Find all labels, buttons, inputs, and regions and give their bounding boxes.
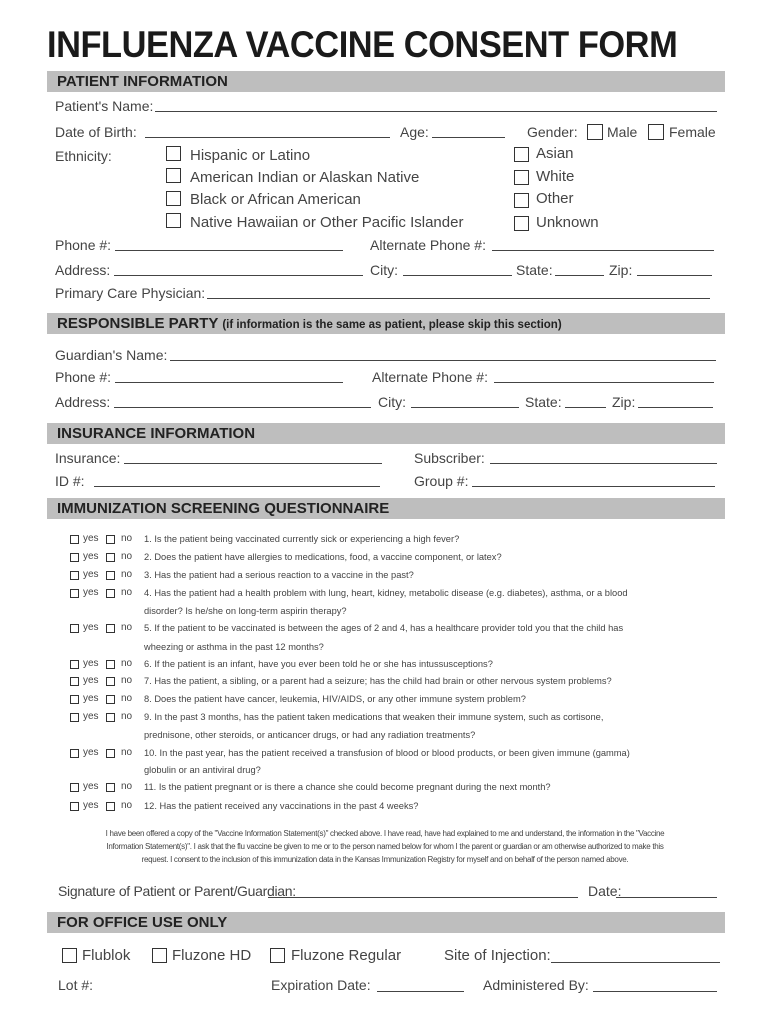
yes-label: yes [83, 658, 99, 669]
screening-heading: IMMUNIZATION SCREENING QUESTIONNAIRE [57, 500, 390, 517]
ethnicity-pacific-islander-label: Native Hawaiian or Other Pacific Islander [190, 214, 464, 231]
no-label: no [121, 658, 133, 669]
administered-by-label: Administered By: [483, 977, 589, 993]
no-label: no [121, 533, 133, 544]
yes-checkbox[interactable] [70, 695, 79, 704]
office-use-heading: FOR OFFICE USE ONLY [57, 914, 228, 931]
patient-name-field[interactable] [155, 111, 717, 112]
yes-label: yes [83, 675, 99, 686]
yes-label: yes [83, 533, 99, 544]
address-label: Address: [55, 262, 111, 278]
consent-line: Information Statement(s)". I ask that the flu vaccine be given to me or to the person named below for whom I the parent or guardian or am otherwise authorized to make this [106, 842, 664, 851]
guardian-phone-field[interactable] [115, 382, 343, 383]
yes-checkbox[interactable] [70, 589, 79, 598]
no-checkbox[interactable] [106, 624, 115, 633]
city-field[interactable] [403, 275, 512, 276]
no-label: no [121, 622, 133, 633]
yes-label: yes [83, 711, 99, 722]
no-checkbox[interactable] [106, 660, 115, 669]
guardian-name-label: Guardian's Name: [55, 347, 168, 363]
yes-label: yes [83, 569, 99, 580]
guardian-state-field[interactable] [565, 407, 606, 408]
subscriber-field[interactable] [490, 463, 717, 464]
screening-question-text: globulin or an antiviral drug? [144, 765, 261, 775]
fluzone-regular-label: Fluzone Regular [291, 947, 402, 964]
no-checkbox[interactable] [106, 783, 115, 792]
ethnicity-american-indian-label: American Indian or Alaskan Native [190, 169, 420, 186]
ethnicity-hispanic-label: Hispanic or Latino [190, 147, 311, 164]
screening-header [47, 498, 725, 519]
yes-label: yes [83, 781, 99, 792]
gender-male-label: Male [607, 124, 638, 140]
group-label: Group #: [414, 473, 469, 489]
guardian-alt-phone-field[interactable] [494, 382, 714, 383]
responsible-party-subheading: (if information is the same as patient, please skip this section) [222, 319, 562, 331]
site-of-injection-field[interactable] [551, 962, 720, 963]
responsible-party-heading: RESPONSIBLE PARTY [57, 315, 219, 332]
state-field[interactable] [555, 275, 604, 276]
subscriber-label: Subscriber: [414, 450, 485, 466]
id-label: ID #: [55, 473, 85, 489]
yes-checkbox[interactable] [70, 553, 79, 562]
phone-label: Phone #: [55, 237, 112, 253]
yes-checkbox[interactable] [70, 677, 79, 686]
screening-question-text: 1. Is the patient being vaccinated currently sick or experiencing a high fever? [144, 534, 460, 544]
ethnicity-unknown-label: Unknown [536, 214, 599, 231]
ethnicity-other-checkbox[interactable] [514, 193, 529, 208]
no-checkbox[interactable] [106, 677, 115, 686]
screening-question-text: 6. If the patient is an infant, have you ever been told he or she has intussusceptions? [144, 659, 493, 669]
yes-label: yes [83, 622, 99, 633]
screening-question-text: 2. Does the patient have allergies to medications, food, a vaccine component, or latex? [144, 552, 502, 562]
insurance-heading: INSURANCE INFORMATION [57, 425, 256, 442]
dob-label: Date of Birth: [55, 124, 137, 140]
alt-phone-label: Alternate Phone #: [370, 237, 486, 253]
ethnicity-hispanic-checkbox[interactable] [166, 146, 181, 161]
guardian-address-label: Address: [55, 394, 111, 410]
screening-question-text: prednisone, other steroids, or anticancer drugs, or had any radiation treatments? [144, 730, 476, 740]
screening-question-text: 4. Has the patient had a health problem with lung, heart, kidney, metabolic disease (e.g. diabetes), asthma, or a blood [144, 588, 628, 598]
screening-question-text: 7. Has the patient, a sibling, or a parent had a seizure; has the child had brain or other nervous system problems? [144, 676, 612, 686]
patient-name-label: Patient's Name: [55, 98, 154, 114]
no-label: no [121, 587, 133, 598]
zip-field[interactable] [637, 275, 712, 276]
no-checkbox[interactable] [106, 695, 115, 704]
screening-question-text: 8. Does the patient have cancer, leukemia, HIV/AIDS, or any other immune system problem? [144, 694, 526, 704]
yes-checkbox[interactable] [70, 535, 79, 544]
no-checkbox[interactable] [106, 571, 115, 580]
yes-checkbox[interactable] [70, 802, 79, 811]
screening-question-text: 11. Is the patient pregnant or is there a chance she could become pregnant during the next month? [144, 782, 551, 792]
expiration-date-label: Expiration Date: [271, 977, 371, 993]
no-label: no [121, 551, 133, 562]
ethnicity-white-checkbox[interactable] [514, 170, 529, 185]
ethnicity-unknown-checkbox[interactable] [514, 216, 529, 231]
no-label: no [121, 747, 133, 758]
screening-question-text: wheezing or asthma in the past 12 months? [144, 642, 324, 652]
signature-date-label: Date: [588, 883, 622, 899]
consent-line: request. I consent to the inclusion of this immunization data in the Kansas Immunization Registry for myself and on behalf of the person named above. [141, 855, 629, 864]
ethnicity-black-checkbox[interactable] [166, 191, 181, 206]
ethnicity-pacific-islander-checkbox[interactable] [166, 213, 181, 228]
flublok-label: Flublok [82, 947, 131, 964]
dob-field[interactable] [145, 137, 390, 138]
no-label: no [121, 569, 133, 580]
gender-female-label: Female [669, 124, 716, 140]
address-field[interactable] [114, 275, 363, 276]
ethnicity-american-indian-checkbox[interactable] [166, 168, 181, 183]
guardian-name-field[interactable] [170, 360, 716, 361]
no-label: no [121, 693, 133, 704]
guardian-city-field[interactable] [411, 407, 519, 408]
pcp-field[interactable] [207, 298, 710, 299]
guardian-address-field[interactable] [114, 407, 371, 408]
signature-date-field[interactable] [616, 897, 717, 898]
ethnicity-asian-checkbox[interactable] [514, 147, 529, 162]
screening-question-text: 5. If the patient to be vaccinated is between the ages of 2 and 4, has a healthcare provider told you that the child has [144, 623, 624, 633]
responsible-party-header [47, 313, 725, 334]
expiration-date-field[interactable] [377, 991, 464, 992]
no-label: no [121, 711, 133, 722]
signature-field[interactable] [268, 897, 578, 898]
yes-checkbox[interactable] [70, 624, 79, 633]
state-label: State: [516, 262, 553, 278]
insurance-label: Insurance: [55, 450, 121, 466]
no-label: no [121, 800, 133, 811]
guardian-phone-label: Phone #: [55, 369, 112, 385]
age-field[interactable] [432, 137, 505, 138]
gender-female-checkbox[interactable] [648, 124, 664, 140]
consent-line: I have been offered a copy of the "Vaccine Information Statement(s)" checked above. I have read, have had explained to me and understand, the information in the "Vaccine [105, 829, 665, 838]
insurance-header [47, 423, 725, 444]
yes-checkbox[interactable] [70, 713, 79, 722]
zip-label: Zip: [609, 262, 633, 278]
no-checkbox[interactable] [106, 535, 115, 544]
patient-information-heading: PATIENT INFORMATION [57, 73, 228, 90]
ethnicity-white-label: White [536, 168, 575, 185]
yes-checkbox[interactable] [70, 783, 79, 792]
fluzone-hd-label: Fluzone HD [172, 947, 252, 964]
guardian-alt-phone-label: Alternate Phone #: [372, 369, 488, 385]
no-label: no [121, 781, 133, 792]
insurance-field[interactable] [124, 463, 382, 464]
fluzone-hd-checkbox[interactable] [152, 948, 167, 963]
yes-checkbox[interactable] [70, 660, 79, 669]
no-checkbox[interactable] [106, 749, 115, 758]
screening-question-text: 12. Has the patient received any vaccinations in the past 4 weeks? [144, 801, 419, 811]
screening-question-text: 9. In the past 3 months, has the patient taken medications that weaken their immune system, such as cortisone, [144, 712, 604, 722]
city-label: City: [370, 262, 398, 278]
gender-male-checkbox[interactable] [587, 124, 603, 140]
no-checkbox[interactable] [106, 553, 115, 562]
ethnicity-other-label: Other [536, 190, 574, 207]
gender-label: Gender: [527, 124, 578, 140]
no-label: no [121, 675, 133, 686]
no-checkbox[interactable] [106, 713, 115, 722]
pcp-label: Primary Care Physician: [55, 285, 206, 301]
patient-information-header [47, 71, 725, 92]
age-label: Age: [400, 124, 429, 140]
alt-phone-field[interactable] [492, 250, 714, 251]
yes-label: yes [83, 693, 99, 704]
signature-label: Signature of Patient or Parent/Guardian: [58, 883, 296, 899]
no-checkbox[interactable] [106, 802, 115, 811]
ethnicity-black-label: Black or African American [190, 191, 361, 208]
screening-question-text: disorder? Is he/she on long-term aspirin therapy? [144, 606, 347, 616]
fluzone-regular-checkbox[interactable] [270, 948, 285, 963]
guardian-city-label: City: [378, 394, 406, 410]
yes-checkbox[interactable] [70, 749, 79, 758]
consent-statement [60, 827, 710, 866]
guardian-zip-field[interactable] [638, 407, 713, 408]
guardian-state-label: State: [525, 394, 562, 410]
ethnicity-label: Ethnicity: [55, 148, 112, 164]
screening-question-text: 10. In the past year, has the patient received a transfusion of blood or blood products, or been given immune (gamma) [144, 748, 630, 758]
no-checkbox[interactable] [106, 589, 115, 598]
form-title: INFLUENZA VACCINE CONSENT FORM [47, 24, 678, 65]
site-of-injection-label: Site of Injection: [444, 947, 551, 964]
yes-label: yes [83, 747, 99, 758]
lot-label: Lot #: [58, 977, 94, 993]
yes-label: yes [83, 551, 99, 562]
guardian-zip-label: Zip: [612, 394, 636, 410]
ethnicity-asian-label: Asian [536, 145, 574, 162]
group-field[interactable] [472, 486, 715, 487]
yes-label: yes [83, 800, 99, 811]
flublok-checkbox[interactable] [62, 948, 77, 963]
yes-label: yes [83, 587, 99, 598]
office-use-header [47, 912, 725, 933]
phone-field[interactable] [115, 250, 343, 251]
yes-checkbox[interactable] [70, 571, 79, 580]
id-field[interactable] [94, 486, 380, 487]
screening-question-text: 3. Has the patient had a serious reaction to a vaccine in the past? [144, 570, 414, 580]
administered-by-field[interactable] [593, 991, 717, 992]
